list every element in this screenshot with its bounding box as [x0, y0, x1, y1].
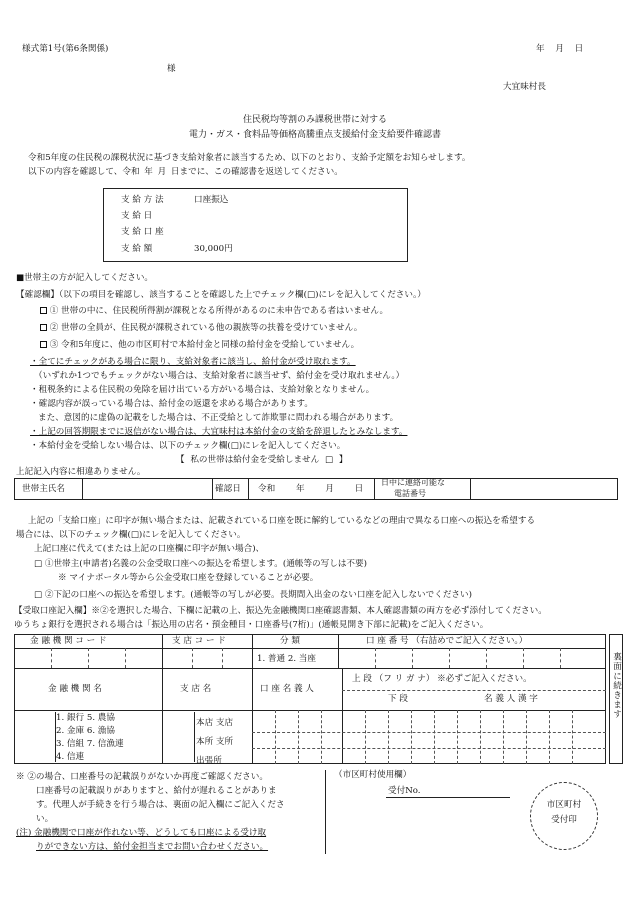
intro-line-2: 以下の内容を確認して、令和 年 月 日までに、この確認書を返送してください。 — [28, 167, 343, 177]
continued-on-back: 裏面に続きます — [611, 652, 622, 720]
phone-label-1: 日中に連絡可能な — [381, 478, 445, 487]
no-error-statement: 上記記入内容に相違ありません。 — [16, 467, 146, 477]
checkbox[interactable] — [40, 307, 47, 314]
payment-amount-label: 支 給 額 — [121, 244, 153, 254]
note-7: ・本給付金を受給しない場合は、以下のチェック欄(□)にレを記入してください。 — [30, 441, 346, 451]
phone-label-2: 電話番号 — [394, 489, 426, 498]
payment-amount-value: 30,000円 — [194, 244, 233, 254]
account-type-options[interactable]: 1. 普通 2. 当座 — [257, 654, 316, 664]
payment-method-value: 口座振込 — [194, 195, 229, 205]
note-5: また、意図的に虚偽の記載をした場合は、不正受給として詐欺罪に問われる場合があります。 — [38, 413, 399, 423]
option-1-public-account[interactable]: □ ①世帯主(申請者)名義の公金受取口座への振込を希望します。(通帳等の写しは不要) — [34, 559, 367, 569]
kanji-label: 名 義 人 漢 字 — [484, 694, 538, 704]
receipt-number-label: 受付No. — [388, 786, 421, 796]
office-use-label: （市区町村使用欄） — [334, 770, 412, 780]
householder-name-field[interactable] — [84, 480, 210, 498]
check-item-3[interactable]: ③ 令和5年度に、他の市区町村で本給付金と同様の給付金を受給していません。 — [40, 340, 359, 352]
kana-label: 上 段 （フ リ ガ ナ） ※必ずご記入ください。 — [352, 674, 532, 684]
branch-type-options[interactable]: 本店 支店 本所 支所 出張所 — [196, 718, 234, 766]
confirm-date-label: 確認日 — [215, 484, 241, 494]
payment-method-label: 支 給 方 法 — [121, 195, 164, 205]
bank-name-label: 金 融 機 関 名 — [48, 684, 102, 694]
option-2-specified-account[interactable]: □ ②下記の口座への振込を希望します。(通帳等の写しが必要。長期間入出金のない口座を記入しないでください) — [34, 590, 472, 600]
page-title: 電力・ガス・食料品等価格高騰重点支援給付金支給要件確認書 — [188, 130, 441, 140]
bank-code-header: 金 融 機 関 コ ー ド — [30, 636, 107, 646]
checkbox[interactable] — [40, 341, 47, 348]
change-para-2: 場合には、以下のチェック欄(□)にレを記入してください。 — [16, 530, 246, 540]
note-1: ・全てにチェックがある場合に限り、支給対象者に該当し、給付金が受け取れます。 — [30, 357, 356, 367]
yucho-note: ゆうちょ銀行を選択される場合は「振込用の店名・預金種目・口座番号(7桁)」(通帳見開き下部に記載)をご記入ください。 — [14, 620, 489, 630]
note-2: （いずれか1つでもチェックがない場合は、支給対象者に該当せず、給付金を受け取れません。） — [34, 371, 405, 381]
change-para-1: 上記の「支給口座」に印字が無い場合または、記載されている口座を既に解約しているなどの理由で異なる口座への振込を希望する — [28, 516, 536, 526]
checkbox[interactable] — [40, 324, 47, 331]
option-1-note: ※ マイナポータル等から公金受取口座を登録していることが必要。 — [58, 573, 319, 583]
note-4: ・確認内容が誤っている場合は、給付金の返還を求める場合があります。 — [30, 399, 313, 409]
confirm-heading: 【確認欄】（以下の項目を確認し、該当することを確認した上でチェック欄(□)にレを記入してください。） — [16, 290, 426, 300]
confirm-date-field[interactable]: 年 月 日 — [296, 484, 364, 494]
section-heading: ■世帯主の方が記入してください。 — [16, 273, 154, 283]
payment-account-label: 支 給 口 座 — [121, 227, 164, 237]
branch-name-label: 支 店 名 — [180, 684, 212, 694]
stamp-label-1: 市区町村 — [546, 800, 582, 810]
bank-section-heading: 【受取口座記入欄】※②を選択した場合、下欄に記載の上、振込先金融機関口座確認書類、本人確認書類の両方を必ず添付してください。 — [14, 606, 547, 616]
account-number-header: 口 座 番 号 （右詰めでご記入ください。） — [366, 636, 528, 646]
note-3: ・租税条約による住民税の免除を届け出ている方がいる場合は、支給対象となりません。 — [30, 385, 375, 395]
addressee: 様 — [167, 64, 176, 74]
footer-notes: ※ ②の場合、口座番号の記載誤りがないか再度ご確認ください。 口座番号の記載誤りがありますと、給付が遅れることがありま す。代理人が手続きを行う場合は、裏面の記入欄にご記入くださ い。 (注) 金融機関で口座が作れない等、どうしても口座による受け取 りができない方は、給付金担当までお問い合わせください。 — [16, 772, 285, 852]
era-label: 令和 — [258, 484, 276, 494]
householder-name-label: 世帯主氏名 — [22, 484, 65, 494]
type-header: 分 類 — [280, 636, 300, 646]
account-holder-label: 口 座 名 義 人 — [260, 684, 314, 694]
form-number: 様式第1号(第6条関係) — [22, 44, 109, 54]
stamp-label-2: 受付印 — [551, 815, 577, 825]
change-para-3: 上記口座に代えて(または上記の口座欄に印字が無い場合)、 — [34, 544, 265, 554]
phone-field[interactable] — [472, 480, 616, 498]
check-item-2[interactable]: ② 世帯の全員が、住民税が課税されている他の親族等の扶養を受けていません。 — [40, 323, 362, 335]
intro-line-1: 令和5年度の住民税の課税状況に基づき支給対象者に該当するため、以下のとおり、支給予定額をお知らせします。 — [28, 153, 471, 163]
branch-code-header: 支 店 コ ー ド — [172, 636, 226, 646]
lower-row-label: 下 段 — [388, 694, 408, 704]
check-item-1[interactable]: ① 世帯の中に、住民税所得割が課税となる所得があるのに未申告である者はいません。 — [40, 306, 388, 318]
bank-type-options[interactable]: 1. 銀行 5. 農協 2. 金庫 6. 漁協 3. 信組 7. 信漁連 4. 信連 — [56, 713, 124, 762]
issuer: 大宜味村長 — [503, 82, 546, 92]
note-6: ・上記の回答期限までに返信がない場合は、大宜味村は本給付金の支給を辞退したとみなします。 — [30, 427, 408, 437]
decline-checkbox-line[interactable]: 【 私の世帯は給付金を受給しません □ 】 — [176, 455, 348, 465]
issue-date: 年 月 日 — [536, 44, 584, 54]
title-line-1: 住民税均等割のみ課税世帯に対する — [242, 115, 387, 125]
payment-date-label: 支 給 日 — [121, 211, 153, 221]
